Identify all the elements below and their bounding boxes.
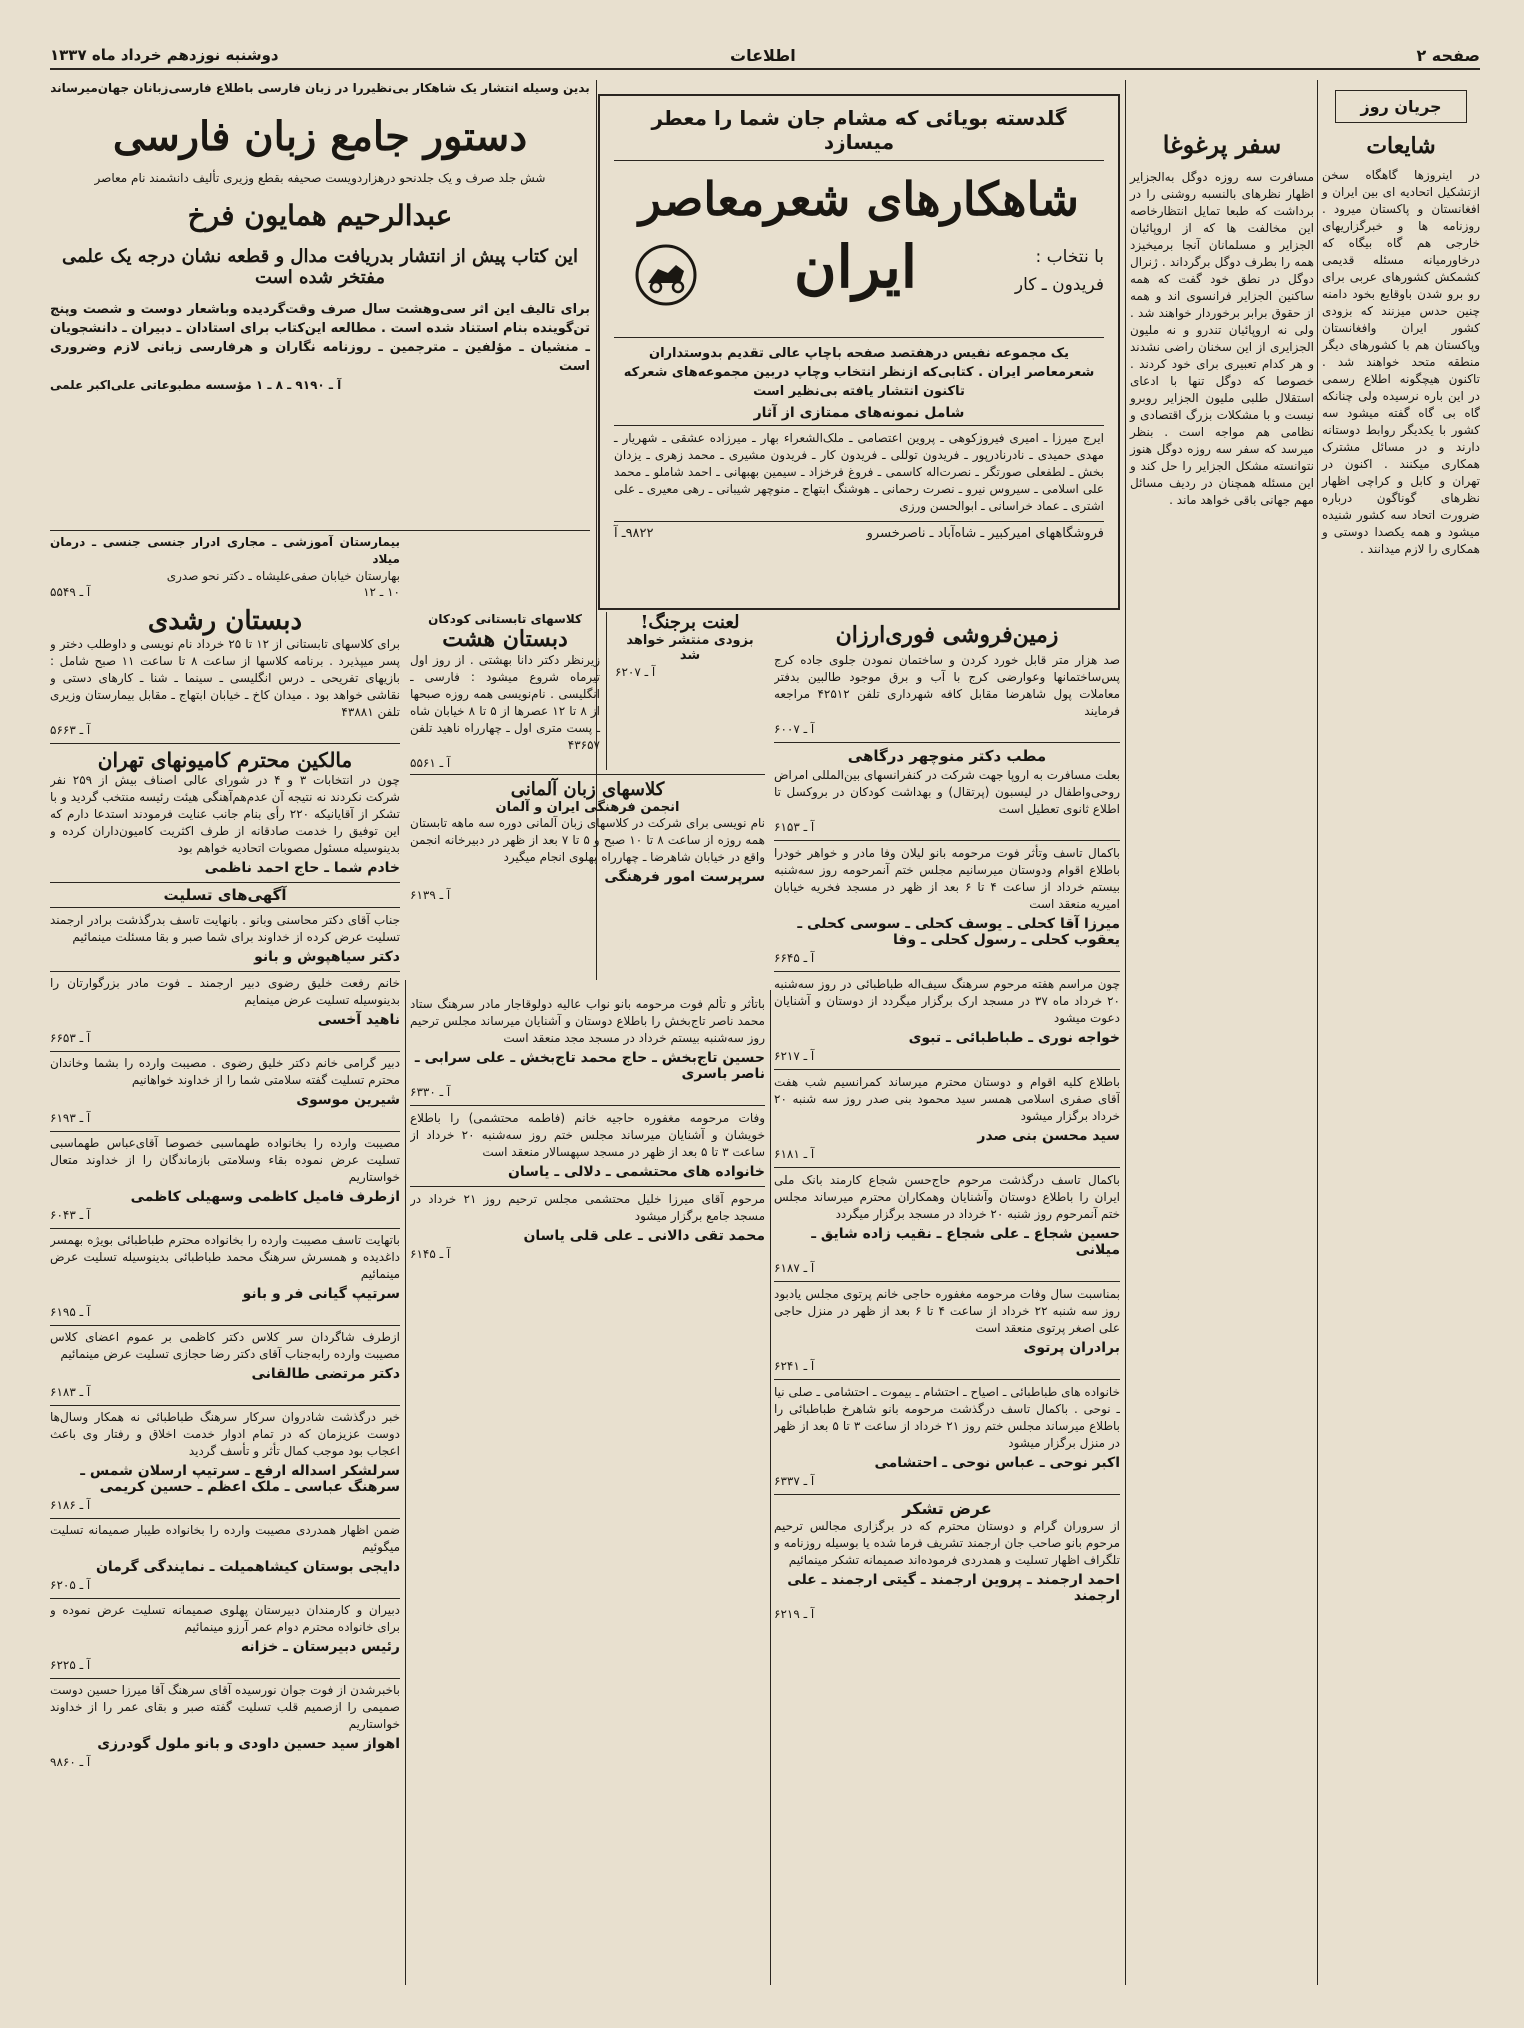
tasliyat-3: دبیر گرامی خانم دکتر خلیق رضوی . مصیبت وارده را بشما وخاندان محترم تسلیت گفته سلامتی شما را از خداوند خواهانیم شیرین موسوی آ ـ ۶۱۹۳ xyxy=(50,1056,400,1125)
laanat-ad: لعنت برجنگ! بزودی منتشر خواهد شد آ ـ ۶۲۰۷ xyxy=(615,612,754,679)
shahkar-selector: با نتخاب : فریدون ـ کار xyxy=(1014,247,1104,295)
masthead xyxy=(50,44,1480,70)
shahkar-ad xyxy=(598,94,1120,610)
issue-date: دوشنبه نوزدهم خرداد ماه ۱۳۳۷ xyxy=(50,46,279,64)
roshdi-ad: دبستان رشدی برای کلاسهای تابستانی از ۱۲ تا ۲۵ خرداد نام نویسی و داوطلب دختر و پسر میپذیرد . برنامه کلاسها از ساعت ۸ تا ساعت ۱۱ صبح شامل : بازیهای تفریحی ـ درس انگلیسی ـ سینما ـ شنا ـ کارهای دستی و نقاشی خواهد بود . میدان کاخ ـ خیابان ابتهاج ـ مقابل بیمارستان وزیری تلفن ۴۳۸۸۱ آ ـ ۵۶۶۳ xyxy=(50,606,400,737)
publisher-emblem-icon xyxy=(634,243,698,307)
shahkar-desc: یک مجموعه نفیس درهفتصد صفحه باچاپ عالی تقدیم بدوستداران شعرمعاصر ایران . کتابی‌که ازنظر انتخاب وچاپ دربین مجموعه‌های شعرکه تاکنون انتشار یافته بی‌نظیر است xyxy=(614,337,1104,401)
almani-ad: کلاسهای زبان آلمانی انجمن فرهنگی ایران و آلمان نام نویسی برای شرکت در کلاسهای زبان آلمانی دوره سه ماهه تابستان همه روزه از ساعت ۸ تا ۱۰ صبح و ۵ تا ۷ بعد از ظهر در دبیرخانه انجمن واقع در خیابان شاهرضا ـ چهارراه پهلوی انجام میگیرد سرپرست امور فرهنگی آ ـ ۶۱۳۹ xyxy=(410,779,765,902)
notice-mohtashami: وفات مرحومه مغفوره حاجیه خانم (فاطمه محتشمی) را باطلاع خویشان و آشنایان میرساند مجلس ختم روز سه‌شنبه ۲۰ خرداد از ساعت ۳ تا ۵ بعد از ظهر در مسجد سپهسالار منعقد است خانواده های محتشمی ـ دلالی ـ یاسان xyxy=(410,1111,765,1180)
hospital-ad: بیمارستان آموزشی ـ مجاری ادرار جنسی جنسی ـ درمان میلاد بهارستان خیابان صفی‌علیشاه ـ دکتر نحو صدری ۱۰ ـ ۱۲ آ ـ ۵۵۴۹ xyxy=(50,535,400,599)
tasliyat-header: آگهی‌های تسلیت xyxy=(50,882,400,908)
column-safar xyxy=(1130,130,1314,1980)
safar-title: سفر پرغوغا xyxy=(1162,130,1282,159)
tasliyat-2: خانم رفعت خلیق رضوی دبیر ارجمند ـ فوت مادر بزرگوارتان را بدینوسیله تسلیت عرض مینمایم ناهید آخسی آ ـ ۶۶۵۳ xyxy=(50,976,400,1045)
safar-body: مسافرت سه روزه دوگل به‌الجزایر اظهار نظرهای بالنسبه روشنی را در برداشت که طبعا تمایل انتظارخاصه این مخالفت ها که از اروپائیان الجزایر و مسلمانان آنجا برمیخیزد همه را بطرف دوگل برگرداند . ژنرال دوگل در نطق خود گفت که همه ساکنین الجزایر فرانسوی اند و همه از حقوق برابر برخوردار خواهند شد . ولی نه اروپائیان تندرو و نه ملیون الجزایری از این سخنان راضی نشدند و هر کدام تعبیری برای خود کردند . خصوصا که دوگل تنها با ادعای استقلال طلبی ملیون الجزایر روبرو نیست و با مشکلات بزرگ اقتصادی و نظامی هم مواجه است . بنظر میرسد که سفر سه روزه دوگل هنوز نتوانسته مشکل الجزایر را حل کند و این مسئله همچنان در ردیف مسائل مهم جهانی باقی خواهد ماند . xyxy=(1130,170,1314,507)
zamin-ad: زمین‌فروشی فوری‌ارزان صد هزار متر قابل خورد کردن و ساختمان نمودن جلوی جاده کرج پس‌ساختمانها وعوارضی کرج با آب و برق موجود طالبین بدفتر معاملات پول شاهرضا مقابل کافه شهرداری تلفن ۴۲۵۱۲ مراجعه فرمایند آ ـ ۶۰۰۷ xyxy=(774,622,1120,736)
col3-notice-2: چون مراسم هفته مرحوم سرهنگ سیف‌اله طباطبائی در روز سه‌شنبه ۲۰ خرداد ماه ۳۷ در مسجد ارک برگزار میگردد از دوستان و آشنایان دعوت میشود خواجه نوری ـ طباطبائی ـ تبوی آ ـ ۶۲۱۷ xyxy=(774,977,1120,1063)
shahkar-poets: ایرج میرزا ـ امیری فیروزکوهی ـ پروین اعتصامی ـ ملک‌الشعراء بهار ـ میرزاده عشقی ـ شهریار ـ مهدی حمیدی ـ نادرنادرپور ـ فریدون توللی ـ فریدون کار ـ فریدون مشیری ـ محمد زهری ـ یزدان بخش ـ لطفعلی صورتگر ـ نصرت‌اله کاسمی ـ فروغ فرخزاد ـ سیمین بهبهانی ـ احمد شاملو ـ محمد علی اسلامی ـ سیروس نیرو ـ نصرت رحمانی ـ هوشنگ ابتهاج ـ منوچهر شیبانی ـ رهی معیری ـ علی اشتری ـ عماد خراسانی ـ ابوالحسن ورزی xyxy=(614,425,1104,515)
column-three-lower xyxy=(774,622,1120,1982)
tasliyat-1: جناب آقای دکتر محاسنی وبانو . بانهایت تاسف بدرگذشت برادر ارجمند تسلیت عرض کرده از خداوند برای شما صبر و بقا مسئلت مینمائیم دکتر سیاهپوش و بانو xyxy=(50,913,400,965)
dastoor-title: دستور جامع زبان فارسی xyxy=(112,113,528,160)
column-shayeat xyxy=(1322,84,1480,1984)
tasliyat-9: دبیران و کارمندان دبیرستان پهلوی صمیمانه تسلیت عرض نموده و برای خانواده محترم دوام عمر آرزو مینمائیم رئیس دبیرستان ـ خزانه آ ـ ۶۲۲۵ xyxy=(50,1603,400,1672)
shahkar-footer: فروشگاههای امیرکبیر ـ شاه‌آباد ـ ناصرخسرو ۹۸۲۲ـ آ xyxy=(614,521,1104,541)
jaryan-rooz-box: جریان روز xyxy=(1335,90,1467,123)
column-four-upper xyxy=(410,612,765,982)
notice-tajbakhsh: باتأثر و تألم فوت مرحومه بانو نواب عالیه دولوقاجار مادر سرهنگ ستاد محمد ناصر تاج‌بخش را باطلاع دوستان و آشنایان میرساند مجلس ترحیم روز سه‌شنبه بیستم خرداد در مسجد مجد منعقد است حسین تاج‌بخش ـ حاج محمد تاج‌بخش ـ علی سرابی ـ ناصر باسری آ ـ ۶۳۳۰ xyxy=(410,997,765,1099)
hosh-ad: کلاسهای تابستانی کودکان دبستان هشت زیرنظر دکتر دانا بهشتی . از روز اول تیرماه شروع میشود : فارسی ـ انگلیسی . نام‌نویسی همه روزه صبحها از ۸ تا ۱۲ عصرها از ۵ تا ۸ خیابان شاه ـ پست متری اول ـ چهارراه ناهید تلفن ۴۳۶۵۷ آ ـ ۵۵۶۱ xyxy=(410,612,607,770)
col3-notice-6: خانواده های طباطبائی ـ اصیاح ـ احتشام ـ بیموت ـ احتشامی ـ صلی نیا ـ نوحی . باکمال تاسف درگذشت مرحومه بانو شاهرخ طباطبائی را باطلاع میرساند مجلس ختم روز ۲۱ خرداد از ساعت ۳ تا ۵ بعد از ظهر در منزل برگزار میشود اکبر نوحی ـ عباس نوحی ـ احتشامی آ ـ ۶۳۳۷ xyxy=(774,1385,1120,1488)
dastoor-prize: این کتاب پیش از انتشار بدریافت مدال و قطعه نشان درجه یک علمی مفتخر شده است xyxy=(61,246,579,288)
page-number: صفحه ۲ xyxy=(1416,46,1480,65)
col3-notice-3: باطلاع کلیه اقوام و دوستان محترم میرساند کمرانسیم شب هفت آقای صفری اسلامی همسر سید محمود بنی صدر روز سه شنبه ۲۰ خرداد برگزار میشود سید محسن بنی صدر آ ـ ۶۱۸۱ xyxy=(774,1075,1120,1161)
shahkar-title: شاهکارهای شعرمعاصر xyxy=(638,172,1080,226)
tasliyat-5: باتهایت تاسف مصیبت وارده را بخانواده محترم طباطبائی بویژه بهمسر داغدیده و همسرش سرهنگ محمد طباطبائی بدینوسیله تسلیت عرض مینمائیم سرتیپ گیانی فر و بانو آ ـ ۶۱۹۵ xyxy=(50,1233,400,1319)
shayeat-title: شایعات xyxy=(1366,133,1436,159)
tasliyat-8: ضمن اظهار همدردی مصیبت وارده را بخانواده طیبار صمیمانه تسلیت میگوئیم دایجی بوستان کیشاهمیلت ـ نمایندگی گرمان آ ـ ۶۲۰۵ xyxy=(50,1523,400,1592)
shahkar-banner: گلدسته بویائی که مشام جان شما را معطر میسازد xyxy=(614,106,1104,161)
col3-notice-5: بمناسبت سال وفات مرحومه مغفوره حاجی خانم پرتوی مجلس یادبود روز سه شنبه ۲۲ خرداد از ساعت ۴ تا ۶ بعد از ظهر در منزل حاجی علی اصغر پرتوی منعقد است برادران پرتوی آ ـ ۶۲۴۱ xyxy=(774,1287,1120,1373)
shayeat-body: در اینروزها گاهگاه سخن ازتشکیل اتحادیه ای بین ایران و افغانستان و پاکستان میرود . روزنامه ها و خبرگزاریهای خارجی هم گاه بیگاه که درخاورمیانه مسئله قدیمی کشمکش کشورهای عربی برای رو برو شدن باوقایع بخود دامنه چنین حدس میزنند که بزودی کشور ایران وافغانستان وپاکستان هم با کشورهای دیگر منطقه متحد خواهند شد . تاکنون هیچگونه اطلاع رسمی در این باره نرسیده ولی چنانکه گاه بی گاه گفته میشود سه کشور با یکدیگر روابط دوستانه دارند و در مسائل مشترک همکاری میکنند . اکنون در تهران و کابل و کراچی اظهار نظرهای گوناگون درباره ضرورت اتحاد سه کشور شنیده میشود و همه یکصدا دوستی و همکاری را لازم میدانند . xyxy=(1322,168,1480,556)
tasliyat-4: مصیبت وارده را بخانواده طهماسبی خصوصا آقای‌عباس طهماسبی تسلیت عرض نموده بقاء وسلامتی بازماندگان را از خداوند متعال خواستاریم ازطرف فامیل کاظمی وسهیلی کاظمی آ ـ ۶۰۴۳ xyxy=(50,1136,400,1222)
tasliyat-10: باخبرشدن از فوت جوان نورسیده آقای سرهنگ آقا میرزا حسین دوست صمیمی را ازصمیم قلب تسلیت گفته صبر و بقای عمر را از خداوند خواستاریم اهواز سید حسین داودی و بانو ملول گودرزی آ ـ ۹۸۶۰ xyxy=(50,1683,400,1769)
tasliyat-7: خبر درگذشت شادروان سرکار سرهنگ طباطبائی نه همکار وسال‌ها دوست عزیزمان که در تمام ادوار خدمت اخلاق و رفتار وی باعث اعجاب بود موجب کمال تأثر و تأسف گردید سرلشکر اسداله ارفع ـ سرتیپ ارسلان شمس ـ سرهنگ عباسی ـ ملک اعظم ـ حسین کریمی آ ـ ۶۱۸۶ xyxy=(50,1410,400,1512)
tasliyat-6: ازطرف شاگردان سر کلاس دکتر کاظمی بر عموم اعضای کلاس مصیبت وارده رابه‌جناب آقای دکتر رضا حجازی تسلیت عرض مینمائیم دکتر مرتضی طالقانی آ ـ ۶۱۸۳ xyxy=(50,1330,400,1399)
col3-notice-4: باکمال تاسف درگذشت مرحوم حاج‌حسن شجاع کارمند بانک ملی ایران را باطلاع دوستان وآشنایان وهمکاران محترم میرساند مجلس ختم آنمرحوم روز شنبه ۲۰ خرداد در مسجد برگزار میگردد حسین شجاع ـ علی شجاع ـ نقیب زاده شایق ـ میلانی آ ـ ۶۱۸۷ xyxy=(774,1173,1120,1275)
shahkar-title-iran: ایران xyxy=(794,233,917,301)
column-four xyxy=(410,996,765,1981)
paper-name: اطلاعات xyxy=(730,46,796,65)
dastoor-ad: بدین وسیله انتشار یک شاهکار بی‌نظیررا در زبان فارسی باطلاع فارسی‌زبانان جهان‌میرساند دستور جامع زبان فارسی شش جلد صرف و یک جلدنحو درهزاردویست صحیفه بقطع وزیری تألیف دانشمند نام معاصر عبدالرحیم همایون فرخ این کتاب پیش از انتشار بدریافت مدال و قطعه نشان درجه یک علمی مفتخر شده است برای تالیف این اثر سی‌وهشت سال صرف وقت‌گردیده وباشعار دوست و شصت وپنج تن‌گوینده بنام استناد شده است . مطالعه این‌کتاب برای استادان ـ دبیران ـ دانشجویان ـ منشیان ـ مؤلفین ـ مترجمین ـ روزنامه نگاران و هرفارسی زبانی لازم وضروری است آ ـ ۹۱۹۰ ـ ۸ ـ ۱ مؤسسه مطبوعاتی علی‌اکبر علمی xyxy=(50,81,590,392)
matab-ad: مطب دکتر منوچهر درگاهی بعلت مسافرت به اروپا جهت شرکت در کنفرانسهای بین‌المللی امراض روحی‌واطفال در لیسبون (پرتقال) و بهداشت کودکان در بروکسل تا اطلاع ثانوی تعطیل است آ ـ ۶۱۵۳ xyxy=(774,747,1120,834)
kamion-ad: مالکین محترم کامیونهای تهران چون در انتخابات ۳ و ۴ در شورای عالی اصناف بیش از ۲۵۹ نفر شرکت نکردند نه نتیجه آن عدم‌هم‌آهنگی هیئت رئیسه منتخب گردید و با تشکر از آقایانیکه ۲۲۰ رأی بنام جانب عنایت فرمودند استدعا دارم که این توفیق را خدمت صادقانه از طرف اکثریت کامیون‌داران کرده و بدینوسیله مسئول مصوبات اتحادیه خواهم بود خادم شما ـ حاج احمد ناظمی xyxy=(50,748,400,876)
col3-notice-1: باکمال تاسف وتأثر فوت مرحومه بانو لیلان وفا مادر و خواهر خودرا باطلاع اقوام ودوستان میرسانیم مجلس ختم آنمرحومه روز سه‌شنبه بیستم خرداد از ساعت ۴ تا ۶ بعد از ظهر در مسجد فخریه خیابان امیریه منعقد است میرزا آقا کحلی ـ یوسف کحلی ـ سوسی کحلی ـ یعقوب کحلی ـ رسول کحلی ـ وفا آ ـ ۶۶۴۵ xyxy=(774,846,1120,965)
dastoor-author: عبدالرحیم همایون فرخ xyxy=(187,199,453,232)
notice-khalil: مرحوم آقای میرزا خلیل محتشمی مجلس ترحیم روز ۲۱ خرداد در مسجد جامع برگزار میشود محمد تقی دالانی ـ علی قلی یاسان آ ـ ۶۱۴۵ xyxy=(410,1192,765,1261)
shahkar-sub: شامل نمونه‌های ممتازی از آثار xyxy=(753,405,965,421)
tashakkor-ad: عرض تشکر از سروران گرام و دوستان محترم که در برگزاری مجالس ترحیم مرحوم بانو صاحب جان ارجمند تشریف فرما شده یا بوسیله روزنامه و تلگراف اظهار تسلیت و همدردی فرموده‌اند صمیمانه تشکر مینمائیم احمد ارجمند ـ پروین ارجمند ـ گیتی ارجمند ـ علی ارجمند آ ـ ۶۲۱۹ xyxy=(774,1499,1120,1621)
column-five xyxy=(50,606,400,1984)
